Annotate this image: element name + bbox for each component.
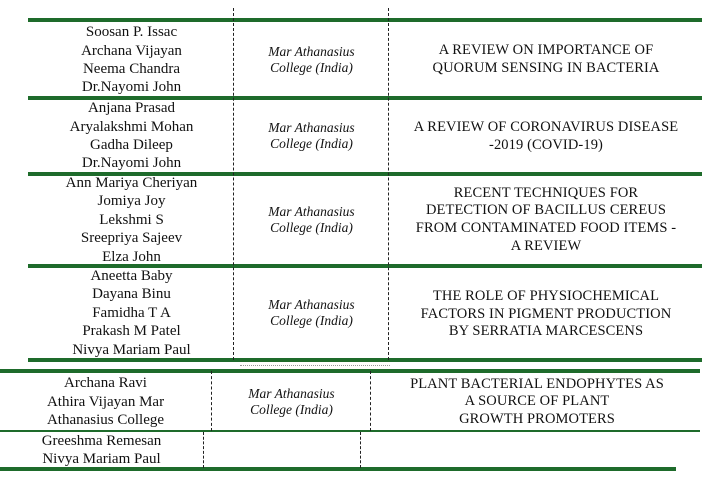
author-name: Dr.Nayomi John (81, 155, 182, 172)
affiliation-line: Mar Athanasius (248, 386, 335, 401)
dotted-separator (240, 365, 390, 368)
author-name: Athanasius College (46, 412, 165, 429)
affiliation-line: Mar Athanasius (268, 204, 355, 219)
paper-title (390, 268, 702, 358)
column-separator (233, 8, 234, 360)
affiliation-line: College (India) (270, 313, 353, 328)
title-line: RECENT TECHNIQUES FOR (453, 184, 639, 201)
author-name: Ann Mariya Cheriyan (65, 174, 198, 191)
affiliation-line: College (India) (270, 136, 353, 151)
author-name: Lekshmi S (99, 211, 164, 228)
author-name: Nivya Mariam Paul (42, 451, 161, 467)
author-name: Greeshma Remesan (41, 432, 162, 449)
author-name: Archana Ravi (64, 375, 147, 392)
author-name: Dr.Nayomi John (81, 79, 182, 96)
author-name: Jomiya Joy (97, 193, 166, 210)
author-list (30, 268, 233, 358)
column-separator (370, 371, 371, 431)
row-divider (0, 369, 700, 373)
title-line: -2019 (COVID-19) (489, 136, 603, 153)
author-name: Elza John (102, 248, 161, 265)
paper-title (390, 100, 702, 172)
paper-title (390, 176, 702, 264)
author-name: Soosan P. Issac (85, 24, 178, 41)
column-separator (388, 8, 389, 360)
author-name: Anjana Prasad (87, 100, 176, 117)
author-name: Aryalakshmi Mohan (69, 118, 194, 135)
column-separator (360, 432, 361, 468)
affiliation-line: College (India) (270, 60, 353, 75)
paper-title (390, 24, 702, 96)
paper-title (372, 374, 702, 430)
title-line: GROWTH PROMOTERS (459, 410, 615, 427)
author-name: Neema Chandra (82, 61, 181, 77)
column-separator (211, 371, 212, 431)
title-line: A REVIEW OF CORONAVIRUS DISEASE (413, 119, 679, 135)
title-line: DETECTION OF BACILLUS CEREUS (425, 202, 667, 219)
author-list (0, 374, 211, 430)
author-list (0, 432, 203, 468)
title-line: FACTORS IN PIGMENT PRODUCTION (420, 305, 672, 322)
author-name: Archana Vijayan (81, 42, 182, 59)
affiliation-line: Mar Athanasius (268, 297, 355, 312)
author-name: Sreepriya Sajeev (80, 230, 183, 247)
affiliation-line: Mar Athanasius (268, 120, 355, 135)
author-name: Famidha T A (92, 304, 171, 321)
author-name: Prakash M Patel (82, 323, 181, 340)
author-list (30, 100, 233, 172)
title-line: BY SERRATIA MARCESCENS (448, 323, 644, 340)
affiliation (235, 268, 388, 358)
affiliation (213, 374, 370, 430)
author-list (30, 176, 233, 264)
affiliation-line: College (India) (270, 220, 353, 235)
author-name: Nivya Mariam Paul (72, 341, 191, 358)
title-line: A REVIEW ON IMPORTANCE OF (438, 42, 654, 59)
affiliation (235, 24, 388, 96)
title-line: THE ROLE OF PHYSIOCHEMICAL (432, 288, 660, 304)
title-line: PLANT BACTERIAL ENDOPHYTES AS (410, 375, 664, 392)
author-name: Gadha Dileep (90, 137, 173, 153)
affiliation-line: Mar Athanasius (268, 44, 355, 59)
author-name: Dayana Binu (92, 286, 171, 303)
title-line: A REVIEW (510, 237, 582, 254)
affiliation-line: College (India) (250, 402, 333, 417)
author-list (30, 24, 233, 96)
column-separator (203, 432, 204, 468)
title-line: QUORUM SENSING IN BACTERIA (432, 60, 660, 76)
affiliation (235, 100, 388, 172)
title-line: A SOURCE OF PLANT (464, 393, 610, 410)
row-divider (28, 18, 702, 22)
author-name: Athira Vijayan Mar (46, 393, 165, 410)
title-line: FROM CONTAMINATED FOOD ITEMS - (415, 220, 677, 236)
author-name: Aneetta Baby (90, 267, 173, 284)
affiliation (235, 176, 388, 264)
